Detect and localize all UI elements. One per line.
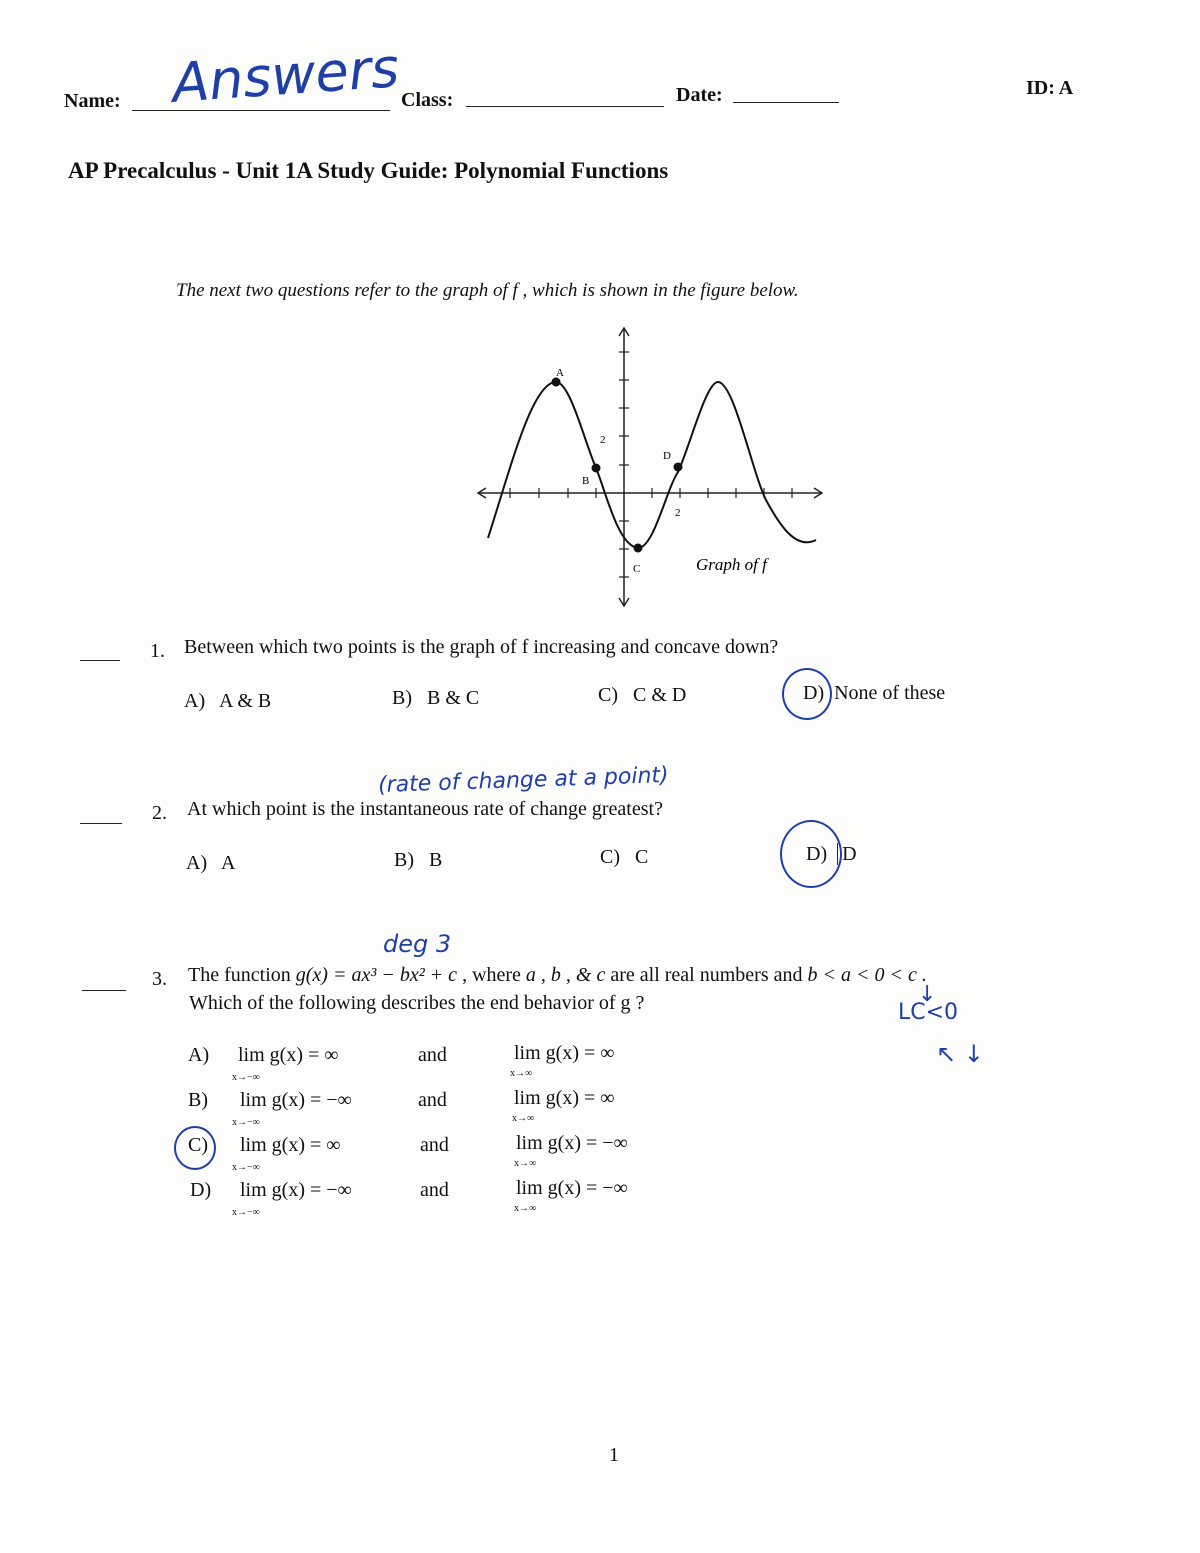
date-underline: [733, 102, 839, 103]
q3-degree-note: deg 3: [383, 930, 452, 958]
q2-choice-d-letter: D): [806, 843, 828, 865]
q3-choice-c-right-sub: x→∞: [514, 1158, 537, 1169]
q2-choice-a-text: A: [221, 852, 236, 874]
q2-choice-d-text: D: [837, 843, 856, 865]
q1-choice-d-text: None of these: [834, 682, 946, 704]
intro-text: The next two questions refer to the graph of f , which is shown in the figure below.: [176, 280, 799, 301]
page-title: AP Precalculus - Unit 1A Study Guide: Polynomial Functions: [68, 158, 669, 183]
q3-line2: Which of the following describes the end behavior of g ?: [189, 992, 645, 1014]
q2-choice-c[interactable]: [600, 846, 648, 869]
q3-variables: a , b , & c: [525, 964, 606, 986]
point-label-a: A: [556, 367, 564, 379]
q1-text: Between which two points is the graph of f increasing and concave down?: [184, 636, 779, 658]
q3-choice-d-and: and: [420, 1179, 449, 1201]
q2-handwritten-note: (rate of change at a point): [377, 762, 670, 799]
q3-down-arrow-note: ↓: [918, 982, 937, 1007]
page-number: 1: [609, 1444, 619, 1466]
date-label: Date:: [676, 84, 723, 106]
q3-choice-c-and: and: [420, 1134, 449, 1156]
q1-choice-a-text: A & B: [219, 690, 272, 712]
q3-answer-circle: [174, 1126, 216, 1170]
q1-choice-b-text: B & C: [427, 687, 480, 709]
q1-choice-c-text: C & D: [633, 684, 687, 706]
q3-choice-a-right-sub: x→∞: [510, 1068, 533, 1079]
id-label: ID: A: [1026, 77, 1074, 99]
q2-choice-c-letter: C): [600, 846, 620, 868]
q2-choice-b-letter: B): [394, 849, 414, 871]
point-c: [634, 544, 643, 553]
q3-text-middle: , where: [462, 964, 521, 986]
q1-number: 1.: [150, 640, 165, 662]
q2-choice-b-text: B: [429, 849, 443, 871]
q3-choice-b-letter: B): [188, 1089, 208, 1111]
q1-choice-a[interactable]: [184, 690, 271, 713]
answer-blank-2[interactable]: [80, 823, 122, 824]
q2-choice-b[interactable]: [394, 849, 442, 872]
class-label: Class:: [401, 89, 454, 111]
q3-choice-d-letter: D): [190, 1179, 212, 1201]
class-underline: [466, 106, 664, 107]
q1-choice-c-letter: C): [598, 684, 618, 706]
q3-choice-c-left-sub: x→−∞: [232, 1162, 260, 1173]
name-underline: [132, 110, 390, 111]
point-d: [674, 463, 683, 472]
q2-choice-a-letter: A): [186, 852, 208, 874]
q3-choice-d-left-sub: x→−∞: [232, 1207, 260, 1218]
q2-text: At which point is the instantaneous rate of change greatest?: [187, 798, 663, 820]
q3-choice-b-left-sub: x→−∞: [232, 1117, 260, 1128]
q2-answer-circle: [780, 820, 842, 888]
point-label-b: B: [582, 475, 590, 487]
q3-number: 3.: [152, 968, 167, 990]
q1-choice-b-letter: B): [392, 687, 412, 709]
q3-function: g(x) = ax³ − bx² + c: [295, 964, 458, 986]
q3-choice-b-left: lim g(x) = −∞: [240, 1089, 352, 1111]
answer-blank-3[interactable]: [82, 990, 126, 991]
q3-choice-b-right-sub: x→∞: [512, 1113, 535, 1124]
q3-choice-a-and: and: [418, 1044, 447, 1066]
point-label-c: C: [633, 563, 641, 575]
answer-blank-1[interactable]: [80, 660, 120, 661]
name-answer-handwriting: Answers: [170, 36, 401, 115]
q3-text-prefix: The function: [188, 964, 291, 986]
q3-choice-d-right-sub: x→∞: [514, 1203, 537, 1214]
q3-choice-b-right: lim g(x) = ∞: [514, 1087, 615, 1109]
point-b: [592, 464, 601, 473]
point-label-d: D: [663, 450, 671, 462]
name-label: Name:: [64, 90, 121, 112]
graph-caption: Graph of f: [696, 555, 767, 574]
curve-f: [488, 382, 816, 548]
q3-choice-a-left: lim g(x) = ∞: [238, 1044, 339, 1066]
q1-answer-circle: [782, 668, 832, 720]
q3-line1: [188, 964, 927, 987]
q3-choice-c-right: lim g(x) = −∞: [516, 1132, 628, 1154]
x-tick-label-2: 2: [675, 507, 681, 519]
q1-choice-b[interactable]: [392, 687, 479, 710]
q3-choice-c-left: lim g(x) = ∞: [240, 1134, 341, 1156]
q1-choice-a-letter: A): [184, 690, 206, 712]
q1-choice-c[interactable]: [598, 684, 686, 707]
q3-choice-a-right: lim g(x) = ∞: [514, 1042, 615, 1064]
q3-arrows-note: ↖ ↓: [936, 1040, 984, 1068]
q3-choice-a-left-sub: x→−∞: [232, 1072, 260, 1083]
q3-choice-d-left: lim g(x) = −∞: [240, 1179, 352, 1201]
q3-choice-a-letter: A): [188, 1044, 210, 1066]
q2-choice-a[interactable]: [186, 852, 235, 875]
q3-choice-d-right: lim g(x) = −∞: [516, 1177, 628, 1199]
y-tick-label-2: 2: [600, 434, 606, 446]
q3-condition: b < a < 0 < c .: [807, 964, 927, 986]
q2-number: 2.: [152, 802, 167, 824]
graph-of-f: [470, 320, 840, 620]
q3-choice-b-and: and: [418, 1089, 447, 1111]
q1-choice-d-letter: D): [803, 682, 825, 704]
q3-lc-note: LC<0: [898, 1000, 959, 1025]
q3-text-suffix: are all real numbers and: [610, 964, 803, 986]
q3-choice-c-letter: C): [188, 1134, 208, 1156]
q2-choice-c-text: C: [635, 846, 649, 868]
